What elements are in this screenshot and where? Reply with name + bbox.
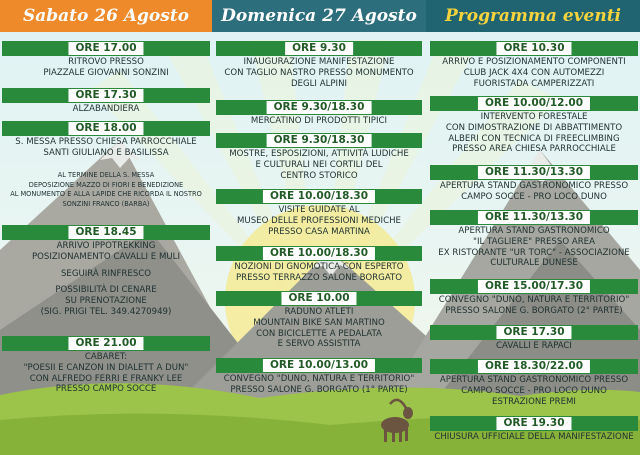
time-label: ORE 21.00 <box>68 337 143 350</box>
event-line: AL TERMINE DELLA S. MESSA <box>57 171 155 179</box>
time-label: ORE 18.00 <box>68 122 143 135</box>
time-label: ORE 9.30/18.30 <box>267 134 372 147</box>
event-line: CENTRO STORICO <box>280 170 358 181</box>
event-line: CULTURALE DUNESE <box>490 258 578 269</box>
event-note <box>2 171 210 209</box>
event-line: SONZINI FRANCO (BARBA) <box>62 199 150 208</box>
event-line: MOSTRE, ESPOSIZIONI, ATTIVITÀ LUDICHE <box>229 149 409 159</box>
event-line: INAUGURAZIONE MANIFESTAZIONE <box>243 57 395 67</box>
event-line: CON DIMOSTRAZIONE DI ABBATTIMENTO <box>445 122 623 133</box>
event-line: ARRIVO IPPOTREKKING <box>56 241 156 251</box>
time-label: ORE 10.00/18.30 <box>263 247 375 260</box>
event-line: APERTURA STAND GASTRONOMICO PRESSO <box>439 375 629 385</box>
event-line: FUORISTADA CAMPERIZZATI <box>473 78 595 89</box>
time-bar <box>216 41 422 56</box>
event-line: SEGUIRÀ RINFRESCO <box>60 268 152 279</box>
event-description <box>430 341 638 352</box>
time-bar <box>2 41 210 56</box>
event-description <box>216 307 422 350</box>
event-description <box>430 226 638 269</box>
event-line: ALBERI CON TECNICA DI FREECLIMBING <box>448 133 620 144</box>
time-bar <box>216 133 422 148</box>
event-line: SANTI GIULIANO E BASILISSA <box>43 147 169 158</box>
time-label: ORE 17.30 <box>68 89 143 102</box>
time-label: ORE 9.30/18.30 <box>267 101 372 114</box>
event-line: PRESSO SALONE G. BORGATO (2° PARTE) <box>445 305 623 316</box>
event-description <box>216 374 422 396</box>
event-line: NOZIONI DI GNOMOTICA CON ESPERTO <box>234 262 404 272</box>
time-label: ORE 15.00/17.30 <box>478 280 590 293</box>
event-line: VISITE GUIDATE AL <box>278 205 360 215</box>
event-line: RADUNO ATLETI <box>284 307 354 317</box>
event-description <box>430 57 638 89</box>
time-bar <box>430 279 638 294</box>
time-bar <box>216 100 422 115</box>
time-label: ORE 10.00 <box>281 292 356 305</box>
event-line: CABARET: <box>84 352 128 362</box>
time-label: ORE 9.30 <box>285 42 353 55</box>
time-label: ORE 10.00/13.00 <box>263 359 375 372</box>
event-line: CONVEGNO "DUNO, NATURA E TERRITORIO" <box>223 374 415 384</box>
event-line: "IL TAGLIERE" PRESSO AREA <box>473 236 595 247</box>
time-label: ORE 10.30 <box>496 42 571 55</box>
event-line: CAVALLI E RAPACI <box>496 341 572 351</box>
event-line: PIAZZALE GIOVANNI SONZINI <box>43 67 169 78</box>
event-line: CONVEGNO "DUNO, NATURA E TERRITORIO" <box>438 295 630 305</box>
time-bar <box>430 165 638 180</box>
time-bar <box>430 41 638 56</box>
event-line: CON ALFREDO FERRI E FRANKY LEE <box>29 373 183 384</box>
time-bar <box>2 336 210 351</box>
time-bar <box>430 359 638 374</box>
event-line: POSSIBILITÀ DI CENARE <box>55 285 157 296</box>
event-description <box>2 137 210 159</box>
time-bar <box>430 210 638 225</box>
time-bar <box>216 246 422 261</box>
event-description <box>430 181 638 203</box>
time-bar <box>2 88 210 103</box>
event-line: S. MESSA PRESSO CHIESA PARROCCHIALE <box>15 137 197 147</box>
time-label: ORE 11.30/13.30 <box>478 166 590 179</box>
event-line: APERTURA STAND GASTRONOMICO PRESSO <box>439 181 629 191</box>
time-bar <box>216 189 422 204</box>
event-description <box>216 262 422 284</box>
header-saturday: Sabato 26 Agosto <box>0 0 212 32</box>
time-bar <box>430 416 638 431</box>
event-line: CAMPO SOCCE - PRO LOCO DUNO <box>461 385 607 396</box>
event-description <box>216 205 422 237</box>
time-bar <box>2 225 210 240</box>
event-line: MERCATINO DI PRODOTTI TIPICI <box>250 116 388 126</box>
event-description <box>216 116 422 127</box>
time-bar <box>216 358 422 373</box>
event-line: APERTURA STAND GASTRONOMICO <box>458 226 610 236</box>
time-label: ORE 18.45 <box>68 226 143 239</box>
event-description <box>2 104 210 115</box>
event-line: MOUNTAIN BIKE SAN MARTINO <box>253 317 385 328</box>
time-label: ORE 10.00/12.00 <box>478 97 590 110</box>
time-bar <box>430 96 638 111</box>
event-description <box>2 57 210 79</box>
event-line: CON BICICLETTE A PEDALATA <box>256 328 382 339</box>
event-line: EX RISTORANTE "UR TORC" - ASSOCIAZIONE <box>438 247 630 258</box>
event-line: CON TAGLIO NASTRO PRESSO MONUMENTO <box>224 67 414 78</box>
event-description <box>430 112 638 155</box>
event-line: E SERVO ASSISTITA <box>277 339 361 350</box>
event-line: PRESSO CAMPO SOCCE <box>55 384 157 395</box>
event-description <box>216 57 422 89</box>
event-description <box>430 432 638 443</box>
event-line: MUSEO DELLE PROFESSIONI MEDICHE <box>237 215 401 226</box>
time-label: ORE 19.30 <box>496 417 571 430</box>
time-label: ORE 17.00 <box>68 42 143 55</box>
event-line: DEGLI ALPINI <box>290 78 348 89</box>
event-line: SU PRENOTAZIONE <box>65 296 147 307</box>
event-description <box>216 149 422 181</box>
event-line: PRESSO TERRAZZO SALONE BORGATO <box>235 272 403 283</box>
event-line: RITROVO PRESSO <box>68 57 144 67</box>
event-line: ESTRAZIONE PREMI <box>492 396 576 407</box>
event-line: "POESII E CANZON IN DIALETT A DUN" <box>23 362 189 373</box>
time-bar <box>2 121 210 136</box>
event-line: CHIUSURA UFFICIALE DELLA MANIFESTAZIONE <box>434 432 634 442</box>
time-label: ORE 17.30 <box>496 326 571 339</box>
time-label: ORE 10.00/18.30 <box>263 190 375 203</box>
time-label: ORE 18.30/22.00 <box>478 360 590 373</box>
header-program: Programma eventi <box>426 0 640 32</box>
event-description <box>2 352 210 395</box>
time-bar <box>216 291 422 306</box>
event-line: ARRIVO E POSIZIONAMENTO COMPONENTI <box>442 57 626 67</box>
event-description <box>430 295 638 317</box>
event-line: (SIG. PRIGI TEL. 349.4270949) <box>40 306 172 317</box>
event-line: CAMPO SOCCE - PRO LOCO DUNO <box>461 191 607 202</box>
event-line: PRESSO AREA CHIESA PARROCCHIALE <box>452 144 616 155</box>
event-description <box>2 241 210 318</box>
event-line: PRESSO SALONE G. BORGATO (1° PARTE) <box>230 384 408 395</box>
event-description <box>430 375 638 407</box>
event-line: INTERVENTO FORESTALE <box>480 112 588 122</box>
event-line: ALZABANDIERA <box>72 104 140 114</box>
header-sunday: Domenica 27 Agosto <box>212 0 426 32</box>
time-bar <box>430 325 638 340</box>
event-line: PRESSO CASA MARTINA <box>268 226 370 237</box>
event-line: CLUB JACK 4X4 CON AUTOMEZZI <box>463 67 605 78</box>
event-line: AL MONUMENTO E ALLA LAPIDE CHE RICORDA IL NOSTRO <box>10 190 202 199</box>
time-label: ORE 11.30/13.30 <box>478 211 590 224</box>
event-line: DEPOSIZIONE MAZZO DI FIORI E BENEDIZIONE <box>28 180 184 189</box>
event-line: POSIZIONAMENTO CAVALLI E MULI <box>31 251 180 262</box>
event-line: E CULTURALI NEI CORTILI DEL <box>255 159 383 170</box>
